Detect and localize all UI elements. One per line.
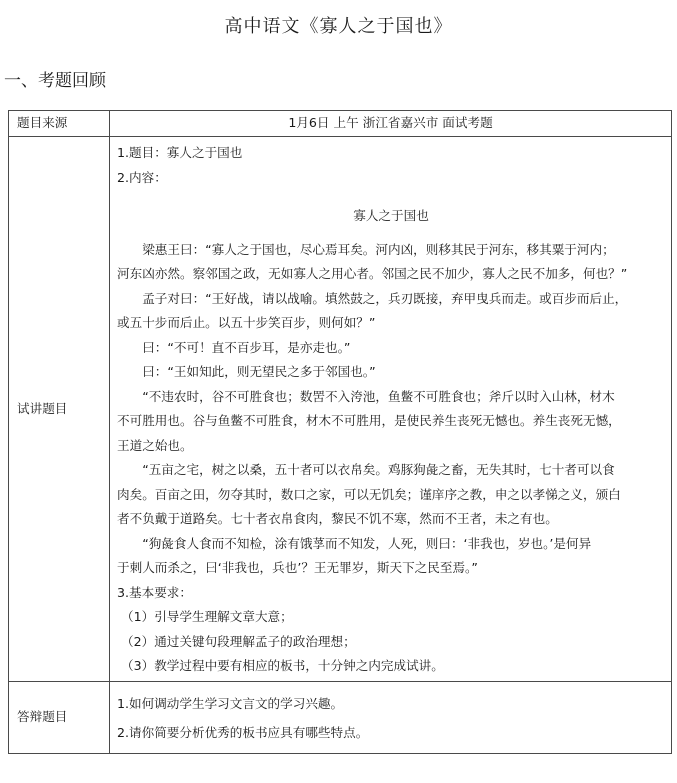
passage-line: 不可胜用也。谷与鱼鳖不可胜食，材木不可胜用，是使民养生丧死无憾也。养生丧死无憾， (117, 413, 621, 428)
requirements-list (117, 605, 665, 679)
document-title: 高中语文《寡人之于国也》 (224, 16, 453, 37)
defense-content (110, 681, 672, 753)
passage-line: 河东凶亦然。察邻国之政，无如寡人之用心者。邻国之民不加少，寡人之民不加多，何也？” (117, 266, 628, 281)
passage-paragraph (117, 336, 665, 361)
requirement-item: （1）引导学生理解文章大意； (121, 609, 293, 624)
passage (117, 238, 665, 581)
passage-paragraph (117, 238, 665, 287)
defense-label: 答辩题目 (9, 681, 110, 753)
content-label: 2.内容： (117, 169, 167, 185)
passage-line: 或五十步而后止。以五十步笑百步，则何如？” (117, 315, 376, 330)
requirements-label: 3.基本要求： (117, 584, 192, 600)
passage-line: 王道之始也。 (117, 437, 193, 453)
passage-title: 寡人之于国也 (353, 208, 429, 223)
defense-question: 1.如何调动学生学习文言文的学习兴趣。 (117, 695, 344, 711)
passage-paragraph (117, 360, 665, 385)
passage-paragraph (117, 458, 665, 532)
passage-line: 梁惠王曰：“寡人之于国也，尽心焉耳矣。河内凶，则移其民于河东，移其粟于河内； (142, 241, 615, 257)
section-heading: 一、考题回顾 (4, 71, 106, 91)
passage-line: 孟子对曰：“王好战，请以战喻。填然鼓之，兵刃既接，弃甲曳兵而走。或百步而后止， (142, 290, 628, 306)
passage-line: “狗彘食人食而不知检，涂有饿莩而不知发，人死，则曰：‘非我也，岁也。’是何异 (142, 535, 592, 551)
passage-paragraph (117, 287, 665, 336)
passage-line: 肉矣。百亩之田，勿夺其时，数口之家，可以无饥矣；谨庠序之教，申之以孝悌之义，颁白 (117, 486, 621, 502)
requirement-item: （2）通过关键句段理解孟子的政治理想； (121, 633, 356, 649)
passage-line: 者不负戴于道路矣。七十者衣帛食肉，黎民不饥不寒，然而不王者，未之有也。 (117, 511, 558, 526)
source-label: 题目来源 (9, 111, 110, 137)
passage-line: “不违农时，谷不可胜食也；数罟不入洿池，鱼鳖不可胜食也；斧斤以时入山林，材木 (142, 388, 615, 404)
exam-table (8, 110, 672, 754)
passage-paragraph (117, 385, 665, 459)
lecture-content (110, 137, 672, 682)
defense-question: 2.请你简要分析优秀的板书应具有哪些特点。 (117, 724, 369, 740)
topic-line: 1.题目：寡人之于国也 (117, 145, 243, 160)
passage-paragraph (117, 532, 665, 581)
lecture-row (9, 137, 672, 682)
passage-line: 曰：“不可！直不百步耳，是亦走也。” (142, 339, 351, 355)
requirement-item: （3）教学过程中要有相应的板书，十分钟之内完成试讲。 (121, 658, 444, 673)
defense-list (117, 689, 665, 747)
passage-line: 于刺人而杀之，曰‘非我也，兵也’？王无罪岁，斯天下之民至焉。” (117, 560, 478, 575)
defense-row (9, 681, 672, 753)
passage-line: “五亩之宅，树之以桑，五十者可以衣帛矣。鸡豚狗彘之畜，无失其时，七十者可以食 (142, 462, 615, 477)
source-row (9, 111, 672, 137)
source-value: 1月6日 上午 浙江省嘉兴市 面试考题 (110, 111, 672, 137)
lecture-label: 试讲题目 (9, 137, 110, 682)
passage-line: 曰：“王如知此，则无望民之多于邻国也。” (142, 364, 376, 379)
